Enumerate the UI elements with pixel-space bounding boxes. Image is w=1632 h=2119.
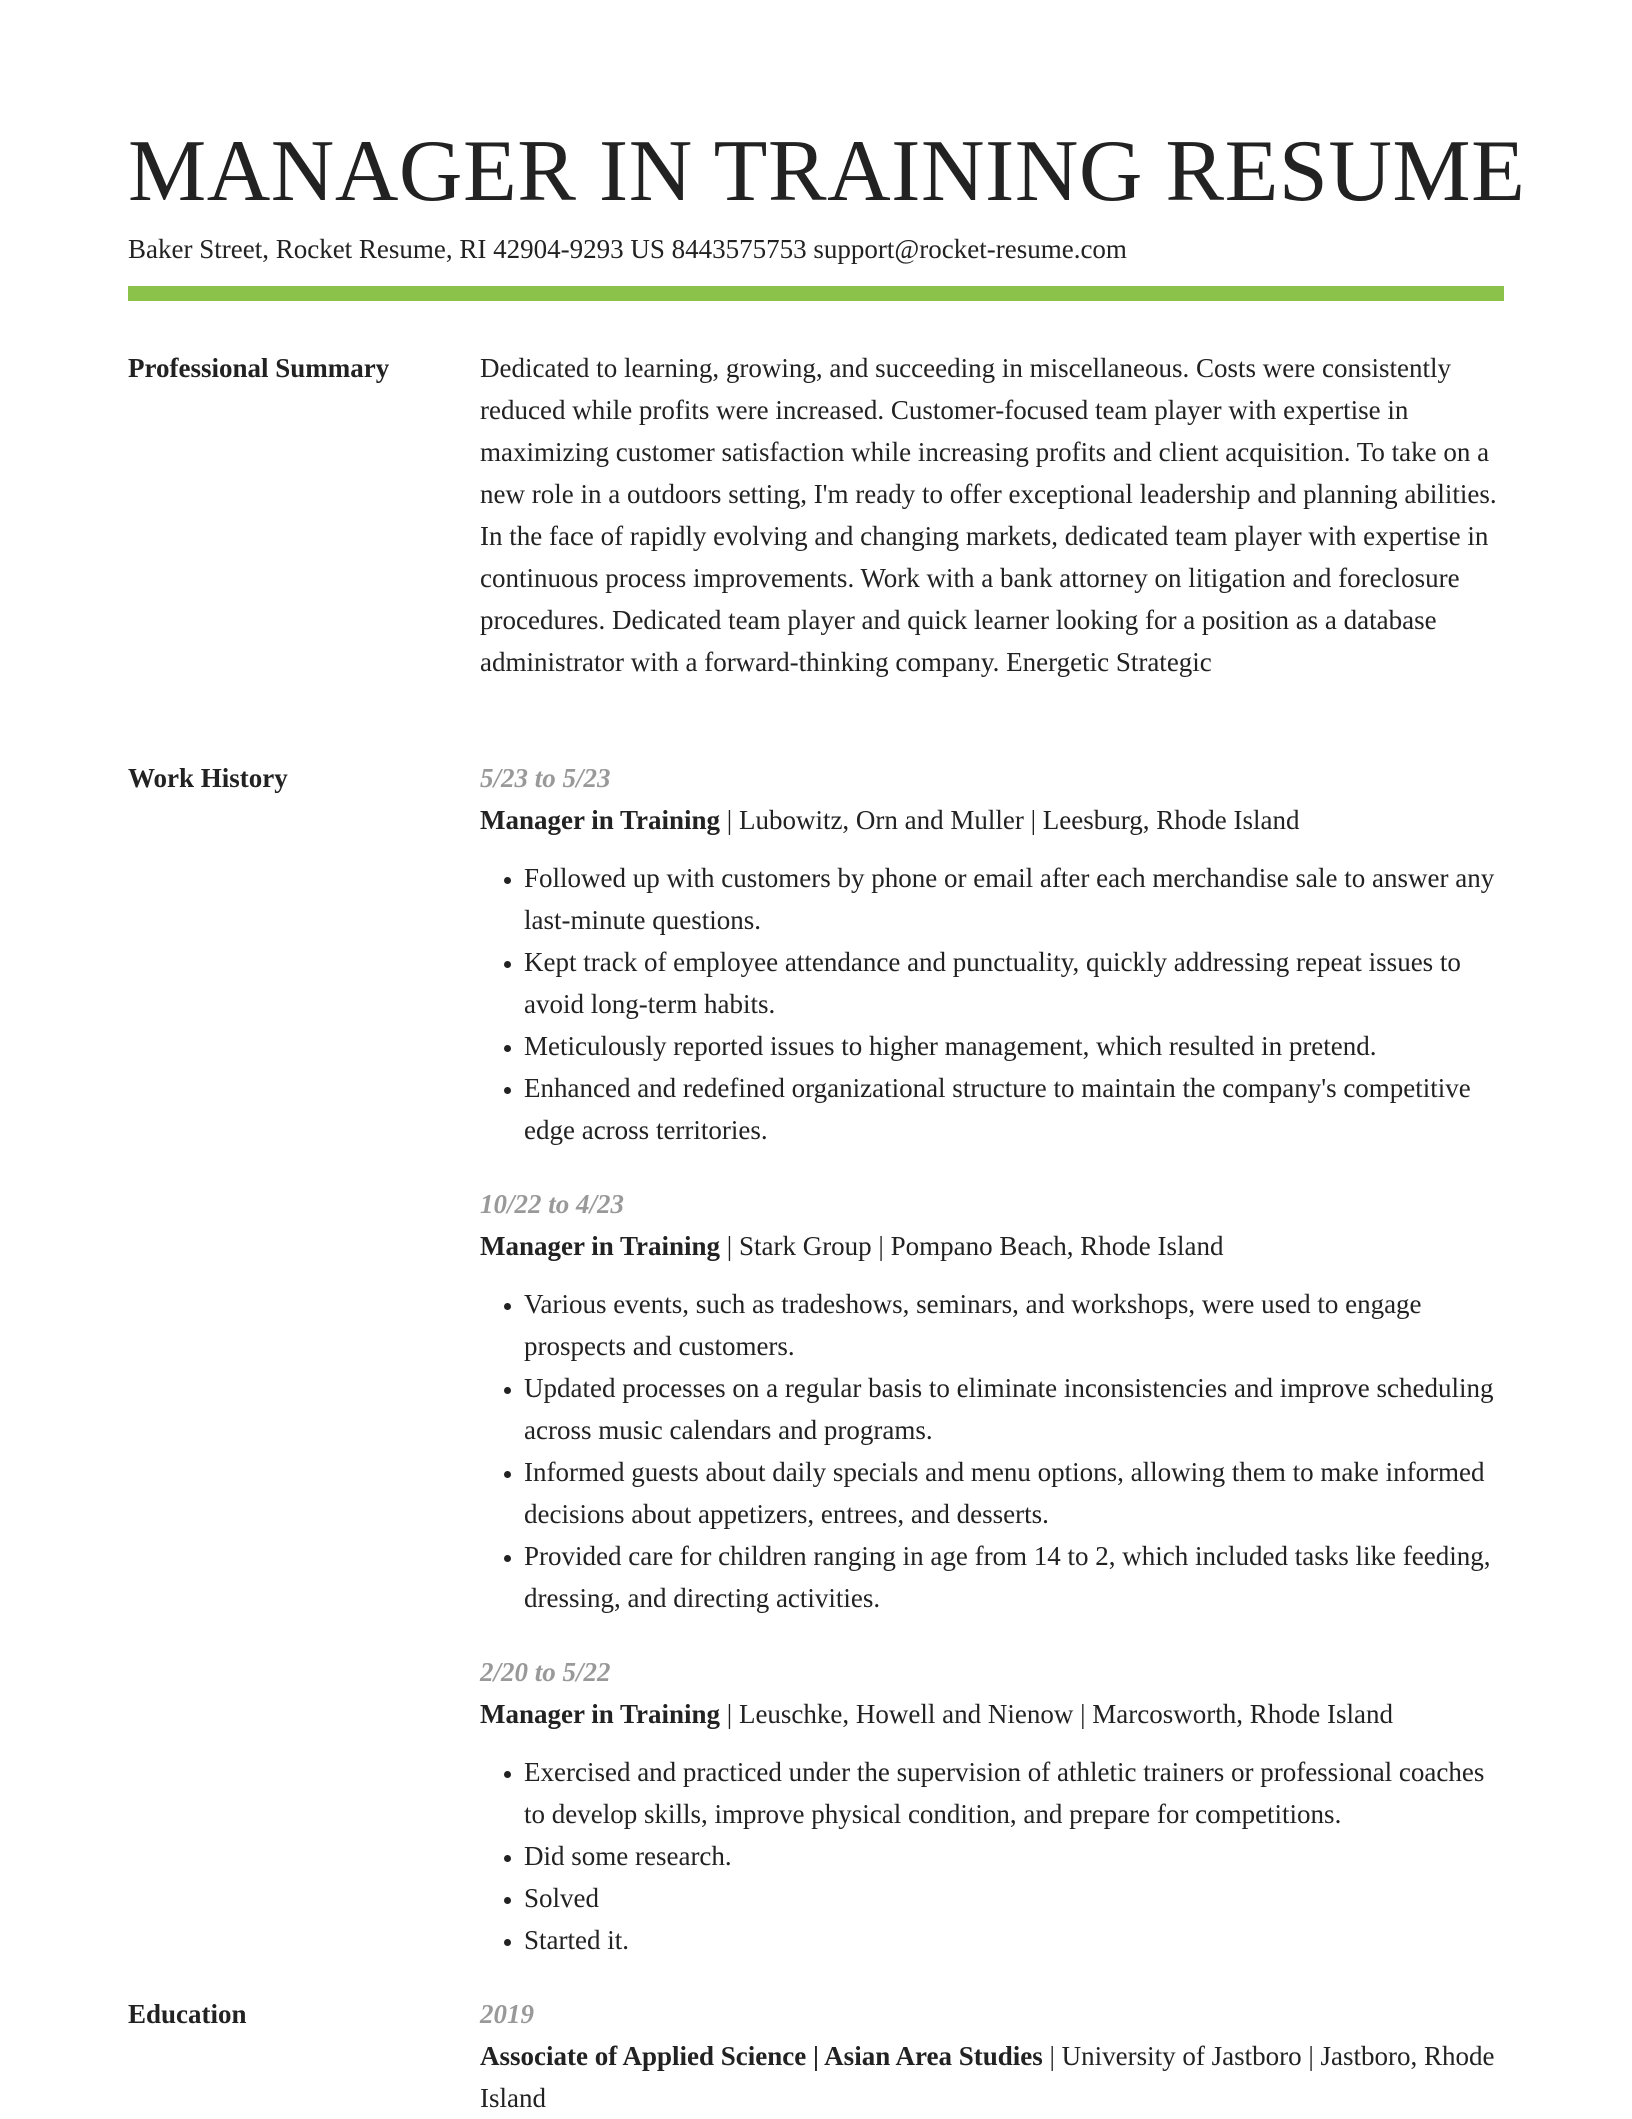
section-label-summary: Professional Summary (128, 353, 390, 383)
job-bullet: • Started it. (524, 1919, 1510, 1961)
resume-title: MANAGER IN TRAINING RESUME (128, 123, 1526, 220)
job-bullet: • Kept track of employee attendance and punctuality, quickly addressing repeat issues to avoid long-term habits. (524, 941, 1510, 1025)
job-bullets (480, 857, 1510, 1151)
education-year: 2019 (480, 1999, 534, 2029)
job-bullets (480, 1751, 1510, 1961)
job-bullet: • Provided care for children ranging in age from 14 to 2, which included tasks like feeding, dressing, and directing activities. (524, 1535, 1510, 1619)
job-bullet: • Did some research. (524, 1835, 1510, 1877)
contact-line: Baker Street, Rocket Resume, RI 42904-9293 US 8443575753 support@rocket-resume.com (128, 234, 1127, 264)
education-degree: Associate of Applied Science | Asian Area Studies (480, 2041, 1043, 2071)
job-details: | Leuschke, Howell and Nienow | Marcosworth, Rhode Island (720, 1699, 1393, 1729)
job-bullet: • Informed guests about daily specials and menu options, allowing them to make informed decisions about appetizers, entrees, and desserts. (524, 1451, 1510, 1535)
job-details: | Stark Group | Pompano Beach, Rhode Island (720, 1231, 1224, 1261)
job-role-line (480, 1225, 1510, 1267)
section-label-education: Education (128, 1999, 247, 2029)
education-entry (480, 1993, 1510, 2119)
job-title: Manager in Training (480, 1231, 721, 1261)
job-entry (480, 1651, 1510, 1961)
job-details: | Lubowitz, Orn and Muller | Leesburg, Rhode Island (720, 805, 1300, 835)
job-dates: 5/23 to 5/23 (480, 763, 611, 793)
header-divider (128, 286, 1504, 301)
job-role-line (480, 799, 1510, 841)
job-entry (480, 757, 1510, 1151)
job-title: Manager in Training (480, 1699, 721, 1729)
education-details: | University of Jastboro | Jastboro, Rhode Island (480, 2041, 1495, 2113)
job-role-line (480, 1693, 1510, 1735)
job-bullet: • Exercised and practiced under the supervision of athletic trainers or professional coaches to develop skills, improve physical condition, and prepare for competitions. (524, 1751, 1510, 1835)
job-bullet: • Various events, such as tradeshows, seminars, and workshops, were used to engage prospects and customers. (524, 1283, 1510, 1367)
job-dates: 2/20 to 5/22 (480, 1657, 611, 1687)
job-bullet: • Updated processes on a regular basis to eliminate inconsistencies and improve scheduling across music calendars and programs. (524, 1367, 1510, 1451)
section-label-work-history: Work History (128, 763, 288, 793)
job-bullet: • Meticulously reported issues to higher management, which resulted in pretend. (524, 1025, 1510, 1067)
job-bullets (480, 1283, 1510, 1619)
job-bullet: • Enhanced and redefined organizational structure to maintain the company's competitive edge across territories. (524, 1067, 1510, 1151)
job-bullet: • Solved (524, 1877, 1510, 1919)
job-title: Manager in Training (480, 805, 721, 835)
summary-text: Dedicated to learning, growing, and succeeding in miscellaneous. Costs were consistently reduced while profits were increased. Customer-focused team player with expertise in maximizing customer satisfaction while increasing profits and client acquisition. To take on a new role in a outdoors setting, I'm ready to offer exceptional leadership and planning abilities. In the face of rapidly evolving and changing markets, dedicated team player with expertise in continuous process improvements. Work with a bank attorney on litigation and foreclosure procedures. Dedicated team player and quick learner looking for a position as a database administrator with a forward-thinking company. Energetic Strategic (480, 353, 1497, 677)
education-line (480, 2035, 1510, 2119)
summary-section (480, 347, 1510, 683)
job-entry (480, 1183, 1510, 1619)
job-bullet: • Followed up with customers by phone or email after each merchandise sale to answer any last-minute questions. (524, 857, 1510, 941)
job-dates: 10/22 to 4/23 (480, 1189, 625, 1219)
